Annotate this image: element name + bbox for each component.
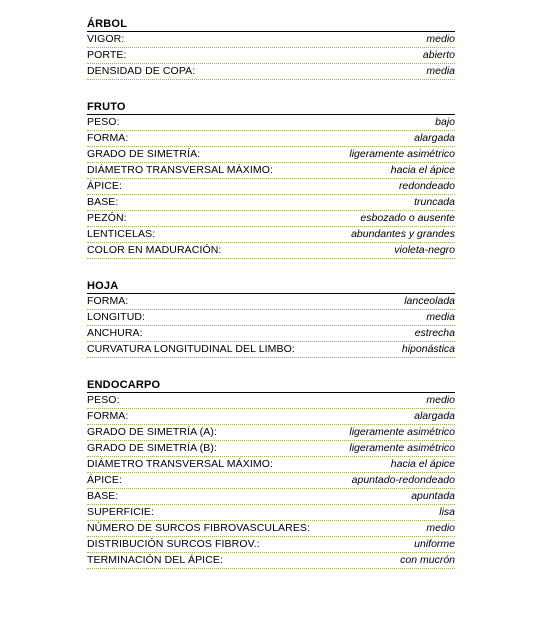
row-value: redondeado: [398, 180, 455, 192]
row-label: ANCHURA:: [87, 327, 143, 339]
row-label: GRADO DE SIMETRÍA (B):: [87, 442, 217, 454]
row-label: GRADO DE SIMETRÍA (A):: [87, 426, 217, 438]
row-value: medio: [426, 33, 455, 45]
row-label: ÁPICE:: [87, 180, 123, 192]
table-row: [87, 48, 455, 64]
row-label: VIGOR:: [87, 33, 125, 45]
row-label: CURVATURA LONGITUDINAL DEL LIMBO:: [87, 343, 295, 355]
table-row: [87, 227, 455, 243]
table-row: [87, 211, 455, 227]
table-row: [87, 537, 455, 553]
row-label: TERMINACIÓN DEL ÁPICE:: [87, 554, 223, 566]
row-value: abundantes y grandes: [351, 228, 455, 240]
row-label: NÚMERO DE SURCOS FIBROVASCULARES:: [87, 522, 311, 534]
table-row: [87, 115, 455, 131]
table-row: [87, 489, 455, 505]
row-value: ligeramente asimétrico: [349, 148, 455, 160]
section-arbol: [87, 14, 455, 80]
section-title: FRUTO: [87, 97, 455, 115]
table-row: [87, 195, 455, 211]
section-fruto: [87, 97, 455, 259]
table-row: [87, 441, 455, 457]
row-value: medio: [426, 394, 455, 406]
table-row: [87, 521, 455, 537]
section-endocarpo: [87, 375, 455, 569]
section-title: HOJA: [87, 276, 455, 294]
row-label: FORMA:: [87, 410, 129, 422]
row-label: GRADO DE SIMETRÍA:: [87, 148, 201, 160]
row-label: DIÁMETRO TRANSVERSAL MÁXIMO:: [87, 458, 273, 470]
row-value: con mucrón: [400, 554, 455, 566]
row-label: PEZÓN:: [87, 212, 127, 224]
table-row: [87, 243, 455, 259]
row-label: ÁPICE:: [87, 474, 123, 486]
table-row: [87, 473, 455, 489]
row-label: BASE:: [87, 490, 119, 502]
row-value: uniforme: [414, 538, 455, 550]
row-label: FORMA:: [87, 295, 129, 307]
table-row: [87, 553, 455, 569]
row-label: BASE:: [87, 196, 119, 208]
row-label: PESO:: [87, 394, 120, 406]
row-value: alargada: [414, 132, 455, 144]
row-value: esbozado o ausente: [360, 212, 455, 224]
row-value: truncada: [414, 196, 455, 208]
row-value: alargada: [414, 410, 455, 422]
table-row: [87, 393, 455, 409]
table-row: [87, 179, 455, 195]
table-row: [87, 147, 455, 163]
row-value: abierto: [422, 49, 455, 61]
row-label: DENSIDAD DE COPA:: [87, 65, 196, 77]
row-value: media: [426, 65, 455, 77]
row-value: lisa: [439, 506, 455, 518]
row-value: hacia el ápice: [390, 164, 455, 176]
row-label: COLOR EN MADURACIÓN:: [87, 244, 222, 256]
row-label: SUPERFICIE:: [87, 506, 155, 518]
table-row: [87, 425, 455, 441]
row-label: PORTE:: [87, 49, 127, 61]
table-row: [87, 409, 455, 425]
characteristics-sheet: [87, 14, 455, 586]
section-hoja: [87, 276, 455, 358]
row-value: hacia el ápice: [390, 458, 455, 470]
row-value: violeta-negro: [394, 244, 455, 256]
table-row: [87, 310, 455, 326]
row-value: lanceolada: [404, 295, 455, 307]
table-row: [87, 163, 455, 179]
table-row: [87, 64, 455, 80]
row-value: medio: [426, 522, 455, 534]
row-value: ligeramente asimétrico: [349, 442, 455, 454]
section-title: ENDOCARPO: [87, 375, 455, 393]
row-label: DIÁMETRO TRANSVERSAL MÁXIMO:: [87, 164, 273, 176]
row-label: PESO:: [87, 116, 120, 128]
table-row: [87, 32, 455, 48]
row-value: media: [426, 311, 455, 323]
row-value: hiponástica: [401, 343, 455, 355]
table-row: [87, 131, 455, 147]
row-value: apuntado-redondeado: [351, 474, 455, 486]
table-row: [87, 294, 455, 310]
row-label: LONGITUD:: [87, 311, 146, 323]
row-label: FORMA:: [87, 132, 129, 144]
table-row: [87, 342, 455, 358]
row-value: apuntada: [411, 490, 455, 502]
row-label: LENTICELAS:: [87, 228, 156, 240]
row-value: estrecha: [414, 327, 455, 339]
row-value: ligeramente asimétrico: [349, 426, 455, 438]
table-row: [87, 326, 455, 342]
row-label: DISTRIBUCIÓN SURCOS FIBROV.:: [87, 538, 260, 550]
table-row: [87, 505, 455, 521]
table-row: [87, 457, 455, 473]
section-title: ÁRBOL: [87, 14, 455, 32]
row-value: bajo: [435, 116, 455, 128]
